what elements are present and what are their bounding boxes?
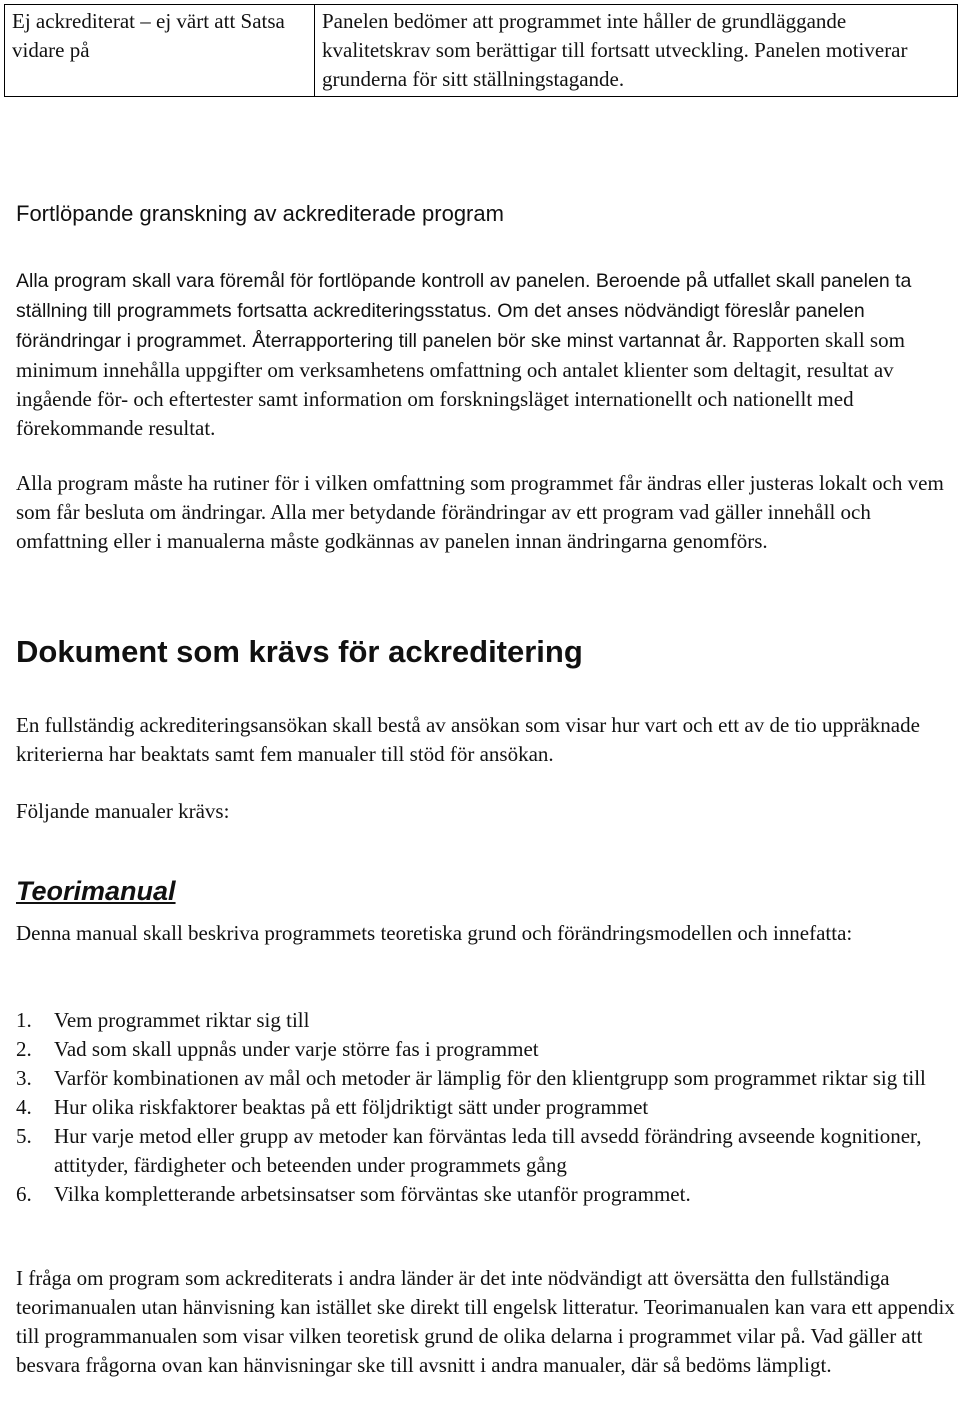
section-heading-theory-manual: Teorimanual [16, 876, 176, 906]
list-item-number: 3. [16, 1066, 32, 1090]
criteria-description-cell: Panelen bedömer att programmet inte håller de grundläggande kvalitetskrav som berättigar till fortsatt utveckling. Panelen motiverar grunderna för sitt ställningstagande. [315, 5, 958, 97]
paragraph-theory-intro: Denna manual skall beskriva programmets teoretiska grund och förändringsmodellen och innefatta: [16, 921, 853, 945]
criteria-label-cell: Ej ackrediterat – ej värt att Satsa vidare på [5, 5, 315, 97]
paragraph-application: En fullständig ackrediteringsansökan skall bestå av ansökan som visar hur vart och ett av de tio uppräknade kriterierna har beaktats samt fem manualer till stöd för ansökan. [16, 713, 920, 766]
paragraph-review-sans-part: Alla program skall vara föremål för fortlöpande kontroll av panelen. Beroende på utfallet skall panelen ta ställning till programmets fortsatta ackrediteringsstatus. Om det anses nödvändigt föreslår panelen förändringar i programmet. Återrapportering till panelen bör ske minst vartannat år. [16, 270, 912, 352]
paragraph-review [16, 266, 956, 443]
table-row [5, 5, 958, 97]
list-item [16, 1093, 958, 1122]
criteria-table [4, 4, 958, 97]
section-heading-documents: Dokument som krävs för ackreditering [16, 634, 583, 669]
list-item [16, 1122, 958, 1180]
section-heading-review: Fortlöpande granskning av ackrediterade program [16, 201, 504, 226]
list-item-text: Varför kombinationen av mål och metoder är lämplig för den klientgrupp som programmet riktar sig till [54, 1066, 926, 1090]
list-item-text: Vem programmet riktar sig till [54, 1008, 310, 1032]
list-item-number: 2. [16, 1037, 32, 1061]
list-item-text: Hur olika riskfaktorer beaktas på ett följdriktigt sätt under programmet [54, 1095, 649, 1119]
list-item [16, 1064, 958, 1093]
list-item-text: Vilka kompletterande arbetsinsatser som förväntas ske utanför programmet. [54, 1182, 691, 1206]
list-item [16, 1035, 958, 1064]
list-item-text: Hur varje metod eller grupp av metoder kan förväntas leda till avsedd förändring avseende kognitioner, attityder, färdigheter och beteenden under programmets gång [54, 1124, 922, 1177]
paragraph-theory-closing: I fråga om program som ackrediterats i andra länder är det inte nödvändigt att översätta den fullständiga teorimanualen utan hänvisning kan istället ske direkt till engelsk litteratur. Teorimanualen kan vara ett appendix till programmanualen som visar vilken teoretisk grund de olika delarna i programmet vilar på. Vad gäller att besvara frågorna ovan kan hänvisningar ske till avsnitt i andra manualer, där så bedöms lämpligt. [16, 1266, 955, 1377]
list-item-number: 4. [16, 1095, 32, 1119]
paragraph-manuals-required: Följande manualer krävs: [16, 799, 230, 823]
theory-criteria-list [16, 1006, 958, 1209]
paragraph-routines: Alla program måste ha rutiner för i vilken omfattning som programmet får ändras eller justeras lokalt och vem som får besluta om ändringar. Alla mer betydande förändringar av ett program vad gäller innehåll och omfattning eller i manualerna måste godkännas av panelen innan ändringarna genomförs. [16, 471, 944, 553]
list-item [16, 1180, 958, 1209]
list-item-number: 5. [16, 1124, 32, 1148]
list-item-number: 6. [16, 1182, 32, 1206]
list-item [16, 1006, 958, 1035]
list-item-text: Vad som skall uppnås under varje större fas i programmet [54, 1037, 539, 1061]
paragraph-review-serif-part: Rapporten skall som minimum innehålla uppgifter om verksamhetens omfattning och antalet klienter som deltagit, resultat av ingående för- och eftertester samt information om forskningsläget internationellt och nationellt med förekommande resultat. [16, 328, 905, 440]
list-item-number: 1. [16, 1008, 32, 1032]
